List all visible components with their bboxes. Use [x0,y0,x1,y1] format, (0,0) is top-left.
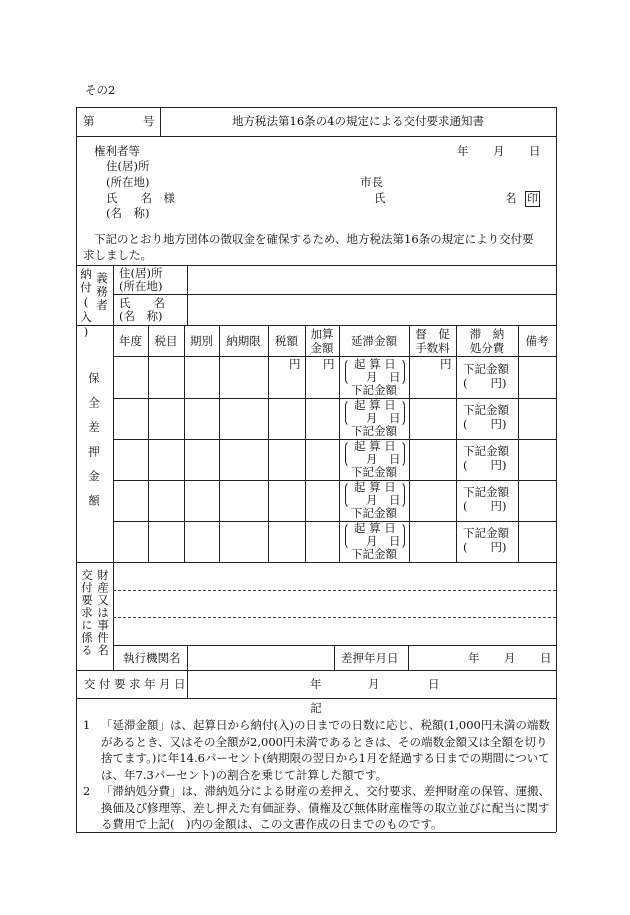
delay-tsukihi-label: 月 日 [366,452,401,466]
taxpayer-name-label: 氏 名 [119,296,165,310]
delay-kaki-label: 下記金額 [351,424,397,438]
property-vertical-label-1: 交付要求に係る [80,569,94,657]
disposal-yen-label: ( 円) [463,376,507,390]
agency-label: 執行機関名 [123,651,181,665]
request-date-label: 交付要求年月日 [84,677,189,691]
mayor-label: 市長 [360,175,383,189]
note-item-1 [83,717,555,783]
rights-holder-label: 権利者等 [94,144,140,158]
seizure-month: 月 [504,651,516,665]
mayor-uji: 氏 [374,191,386,205]
name-paren-label: (名 称) [106,206,150,220]
note-text: 「滞納処分費」は、滞納処分による財産の差押え、交付要求、差押財産の保管、運搬、換価及び修理等、差し押えた有価証券、債権及び無体財産権等の取立並びに配当に関する費用で上記( )内の金額は、この文書作成の日までのものです。 [101,784,551,831]
taxpayer-address-label: 住(居)所 [119,266,163,280]
seizure-day: 日 [540,651,552,665]
request-month: 月 [368,677,380,691]
header-zeimoku: 税目 [154,334,178,348]
delay-kaki-label: 下記金額 [351,465,397,479]
disposal-kaki-label: 下記金額 [463,403,509,417]
taxpayer-location-label: (所在地) [119,279,163,293]
delay-kisan-label: 起 算 日 [354,439,396,453]
delay-kisan-label: 起 算 日 [354,521,396,535]
intro-line-2: 求しました。 [83,248,152,262]
request-day: 日 [428,677,440,691]
mayor-mei: 名 [505,191,517,205]
delay-kaki-label: 下記金額 [351,506,397,520]
disposal-yen-label: ( 円) [463,417,507,431]
seal-mark: 印 [527,192,538,205]
delay-kisan-label: 起 算 日 [354,480,396,494]
taxpayer-vertical-label-2: 義務者 [95,272,109,313]
disposal-yen-label: ( 円) [463,499,507,513]
note-number: 2 [83,784,91,798]
header-zeigaku: 税額 [275,334,298,348]
disposal-kaki-label: 下記金額 [463,444,509,458]
header-tainou-1: 滞 納 [469,327,505,341]
header-kibetsu: 期別 [190,334,213,348]
date-year: 年 [457,144,469,158]
delay-tsukihi-label: 月 日 [366,493,401,507]
header-bikou: 備考 [525,334,549,348]
kasan-yen-unit: 円 [323,357,335,371]
disposal-kaki-label: 下記金額 [463,485,509,499]
number-prefix: 第 [83,114,95,128]
header-tokusoku-1: 督 促 [415,327,450,341]
property-vertical-label-2: 財産又は事件名 [96,569,110,657]
delay-kisan-label: 起 算 日 [354,398,396,412]
delay-kaki-label: 下記金額 [351,383,397,397]
amount-side-label: 保全差押金額 [87,372,101,519]
taxpayer-name-paren-label: (名 称) [119,309,163,323]
disposal-kaki-label: 下記金額 [463,526,509,540]
header-kasan-1: 加算 [310,327,334,341]
note-text: 「延滞金額」は、起算日から納付(入)の日までの日数に応じ、税額(1,000円未満の端数があるとき、又はその全額が2,000円未満であるときは、その端数金額又は全額を切り捨てます。)に年14.6パーセント(納期限の翌日から1月を経過する日までの期間については、年7.3パーセント)の割合を乗じて計算した額です。 [101,718,550,782]
disposal-yen-label: ( 円) [463,458,507,472]
page-label: その2 [85,83,116,97]
disposal-yen-label: ( 円) [463,540,507,554]
name-label: 氏 名 様 [106,191,175,205]
delay-tsukihi-label: 月 日 [366,370,401,384]
zeigaku-yen-unit: 円 [289,357,301,371]
seizure-year: 年 [468,651,480,665]
request-year: 年 [310,677,322,691]
header-kasan-2: 金額 [310,341,334,355]
notes-heading: 記 [310,701,322,715]
header-entai: 延滞金額 [351,334,397,348]
seizure-date-label: 差押年月日 [341,651,399,665]
number-suffix: 号 [143,114,155,128]
tokusoku-yen-unit: 円 [440,357,452,371]
intro-line-1: 下記のとおり地方団体の徴収金を確保するため、地方税法第16条の規定により交付要 [94,232,534,246]
header-tainou-2: 処分費 [469,341,505,355]
delay-tsukihi-label: 月 日 [366,534,401,548]
date-month: 月 [493,144,505,158]
address-label: 住(居)所 [106,159,150,173]
note-number: 1 [83,718,91,732]
header-nouki: 納期限 [226,334,261,348]
delay-tsukihi-label: 月 日 [366,411,401,425]
header-tokusoku-2: 手数料 [415,341,450,355]
delay-kaki-label: 下記金額 [351,547,397,561]
delay-kisan-label: 起 算 日 [354,357,396,371]
location-label: (所在地) [106,175,150,189]
header-nendo: 年度 [119,334,142,348]
note-item-2 [83,783,555,833]
disposal-kaki-label: 下記金額 [463,362,509,376]
date-day: 日 [529,144,541,158]
document-title: 地方税法第16条の4の規定による交付要求通知書 [232,114,484,128]
taxpayer-vertical-label-1: 納付(入) [79,268,93,341]
